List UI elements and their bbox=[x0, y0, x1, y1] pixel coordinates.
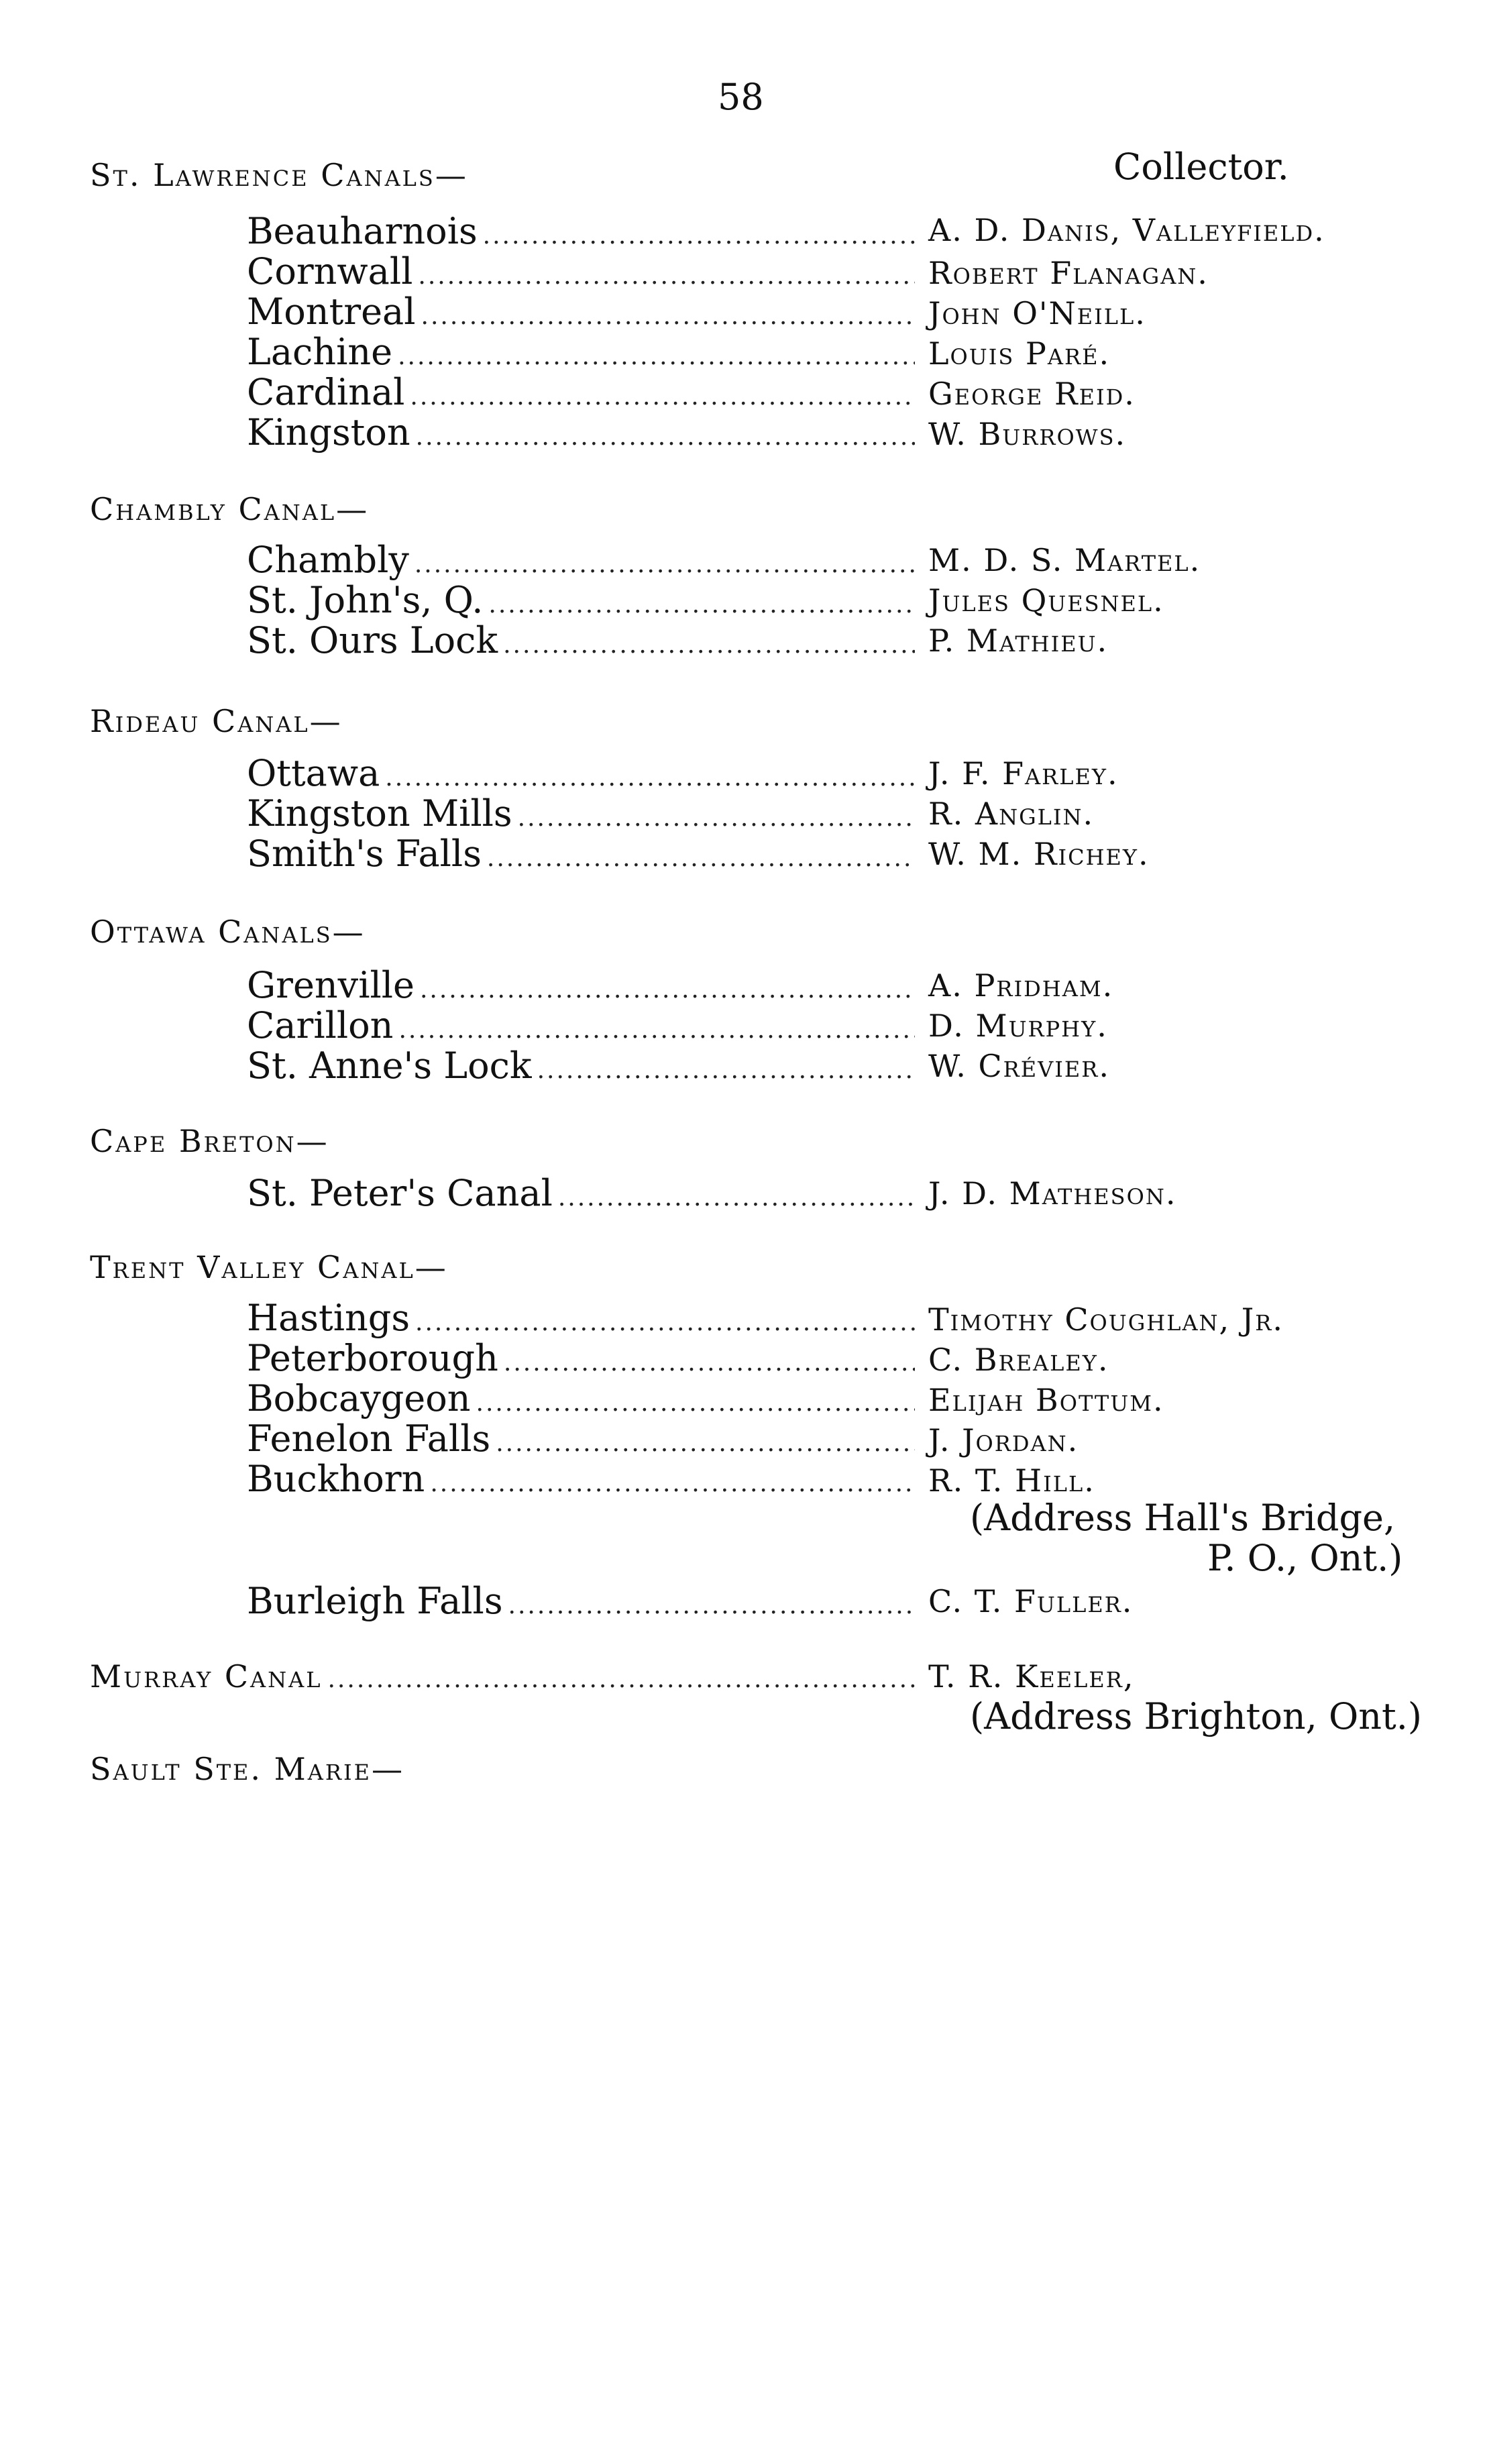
dot-leader bbox=[488, 593, 915, 617]
canal-location: Bobcaygeon bbox=[247, 1377, 471, 1420]
dot-leader bbox=[327, 1668, 915, 1692]
dot-leader bbox=[385, 766, 915, 790]
collector-column-heading: Collector. bbox=[1113, 146, 1289, 188]
dot-leader bbox=[418, 264, 915, 288]
dot-leader bbox=[483, 224, 915, 248]
collector-address: P. O., Ont.) bbox=[1207, 1537, 1403, 1579]
section-heading-trent-valley: Trent Valley Canal— bbox=[90, 1249, 448, 1285]
list-item bbox=[247, 1044, 918, 1087]
list-item bbox=[247, 210, 918, 252]
section-heading-cape-breton: Cape Breton— bbox=[90, 1123, 329, 1159]
canal-location: Carillon bbox=[247, 1004, 394, 1047]
collector-name: P. Mathieu. bbox=[928, 623, 1109, 659]
collector-name: Timothy Coughlan, Jr. bbox=[928, 1301, 1284, 1338]
list-item bbox=[90, 1658, 918, 1695]
collector-name: C. T. Fuller. bbox=[928, 1583, 1134, 1619]
list-item bbox=[247, 833, 918, 875]
collector-address: (Address Brighton, Ont.) bbox=[970, 1695, 1422, 1737]
canal-location: Ottawa bbox=[247, 752, 380, 794]
collector-name: W. Burrows. bbox=[928, 416, 1127, 452]
section-heading-ottawa: Ottawa Canals— bbox=[90, 914, 366, 950]
dot-leader bbox=[416, 425, 915, 449]
collector-name: Jules Quesnel. bbox=[928, 582, 1164, 619]
collector-name: R. Anglin. bbox=[928, 796, 1095, 832]
list-item bbox=[247, 1004, 918, 1047]
canal-location: Fenelon Falls bbox=[247, 1417, 491, 1460]
list-item bbox=[247, 1417, 918, 1460]
collector-name: J. D. Matheson. bbox=[928, 1175, 1177, 1212]
dot-leader bbox=[476, 1391, 915, 1415]
dot-leader bbox=[503, 633, 915, 657]
collector-name: C. Brealey. bbox=[928, 1342, 1109, 1378]
collector-name: Louis Paré. bbox=[928, 335, 1111, 372]
list-item bbox=[247, 619, 918, 661]
dot-leader bbox=[420, 978, 915, 1002]
canal-location: Peterborough bbox=[247, 1337, 498, 1379]
canal-location: Beauharnois bbox=[247, 210, 478, 252]
list-item bbox=[247, 964, 918, 1006]
collector-name: Robert Flanagan. bbox=[928, 255, 1209, 291]
dot-leader bbox=[487, 847, 915, 871]
list-item bbox=[247, 1580, 918, 1622]
canal-location: Montreal bbox=[247, 290, 416, 333]
list-item bbox=[247, 411, 918, 453]
list-item bbox=[247, 539, 918, 581]
collector-name: George Reid. bbox=[928, 376, 1136, 412]
canal-location: Cardinal bbox=[247, 371, 405, 413]
collector-name: A. D. Danis, Valleyfield. bbox=[928, 212, 1325, 248]
list-item bbox=[247, 792, 918, 835]
list-item bbox=[247, 1297, 918, 1339]
section-heading-murray: Murray Canal bbox=[90, 1658, 323, 1695]
collector-name: T. R. Keeler, bbox=[928, 1658, 1135, 1695]
collector-address: (Address Hall's Bridge, bbox=[970, 1497, 1396, 1539]
list-item bbox=[247, 1172, 918, 1214]
list-item bbox=[247, 371, 918, 413]
canal-location: Hastings bbox=[247, 1297, 410, 1339]
dot-leader bbox=[558, 1186, 915, 1210]
canal-location: St. Ours Lock bbox=[247, 619, 498, 661]
dot-leader bbox=[508, 1594, 915, 1618]
canal-location: St. Anne's Lock bbox=[247, 1044, 532, 1087]
list-item bbox=[247, 290, 918, 333]
canal-location: Kingston Mills bbox=[247, 792, 512, 835]
collector-name: D. Murphy. bbox=[928, 1008, 1108, 1044]
list-item bbox=[247, 331, 918, 373]
collector-name: A. Pridham. bbox=[928, 967, 1114, 1004]
section-heading-sault-ste-marie: Sault Ste. Marie— bbox=[90, 1751, 404, 1787]
section-heading-st-lawrence: St. Lawrence Canals— bbox=[90, 157, 468, 193]
collector-name: J. Jordan. bbox=[928, 1422, 1079, 1458]
dot-leader bbox=[421, 305, 915, 329]
collector-name: Elijah Bottum. bbox=[928, 1382, 1164, 1418]
list-item bbox=[247, 250, 918, 292]
dot-leader bbox=[504, 1351, 915, 1375]
canal-location: Lachine bbox=[247, 331, 393, 373]
canal-location: Buckhorn bbox=[247, 1458, 425, 1500]
list-item bbox=[247, 1458, 918, 1500]
collector-name: John O'Neill. bbox=[928, 295, 1146, 331]
section-heading-chambly: Chambly Canal— bbox=[90, 491, 370, 527]
collector-name: R. T. Hill. bbox=[928, 1462, 1095, 1499]
list-item bbox=[247, 579, 918, 621]
dot-leader bbox=[398, 345, 915, 369]
collector-name: J. F. Farley. bbox=[928, 755, 1119, 792]
collector-name: W. Crévier. bbox=[928, 1048, 1110, 1084]
dot-leader bbox=[537, 1059, 915, 1083]
list-item bbox=[247, 752, 918, 794]
dot-leader bbox=[496, 1432, 915, 1456]
dot-leader bbox=[398, 1018, 915, 1042]
list-item bbox=[247, 1377, 918, 1420]
canal-location: St. Peter's Canal bbox=[247, 1172, 553, 1214]
canal-location: Smith's Falls bbox=[247, 833, 482, 875]
list-item bbox=[247, 1337, 918, 1379]
canal-location: Grenville bbox=[247, 964, 415, 1006]
canal-location: Burleigh Falls bbox=[247, 1580, 503, 1622]
dot-leader bbox=[415, 1311, 915, 1335]
canal-location: Chambly bbox=[247, 539, 409, 581]
page-number: 58 bbox=[718, 76, 764, 118]
canal-location: St. John's, Q. bbox=[247, 579, 484, 621]
canal-location: Kingston bbox=[247, 411, 410, 453]
section-heading-rideau: Rideau Canal— bbox=[90, 703, 343, 739]
dot-leader bbox=[410, 385, 915, 409]
dot-leader bbox=[430, 1472, 915, 1496]
dot-leader bbox=[415, 553, 915, 577]
collector-name: W. M. Richey. bbox=[928, 836, 1150, 872]
canal-location: Cornwall bbox=[247, 250, 413, 292]
dot-leader bbox=[518, 806, 915, 831]
collector-name: M. D. S. Martel. bbox=[928, 542, 1201, 578]
